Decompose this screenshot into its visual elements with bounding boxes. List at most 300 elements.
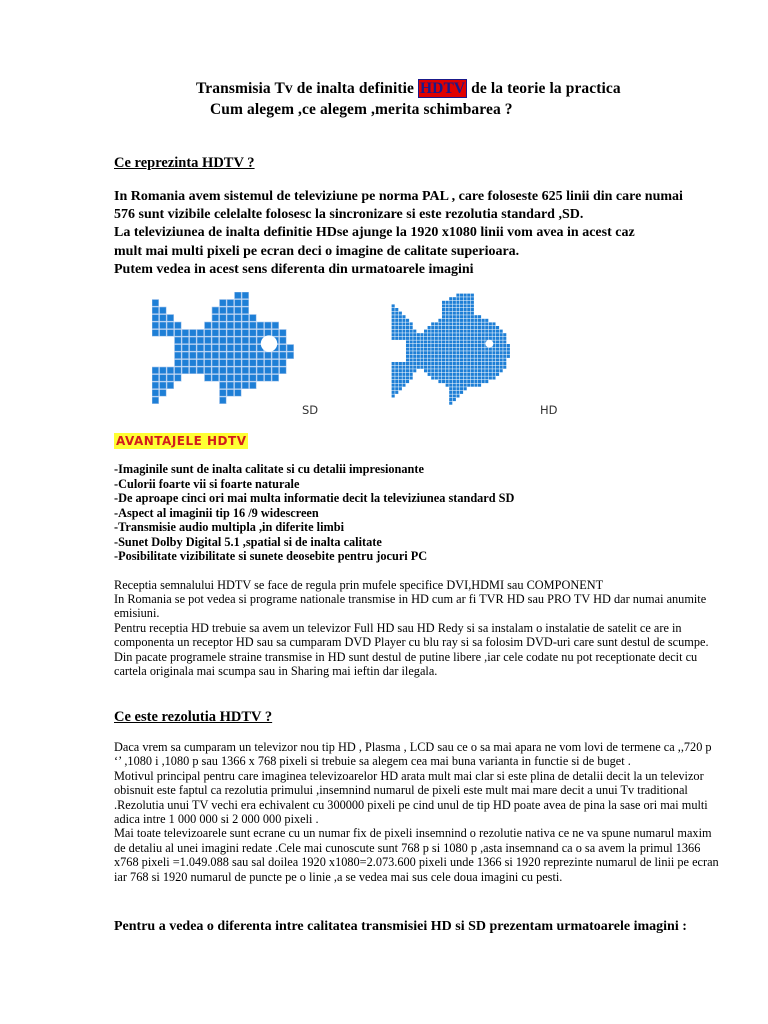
fish-pixel: [449, 351, 452, 354]
title-highlight-hdtv: HDTV: [420, 80, 466, 97]
fish-pixel: [474, 315, 477, 318]
fish-pixel: [212, 345, 219, 352]
fish-pixel: [503, 337, 506, 340]
fish-pixel: [395, 387, 398, 390]
fish-pixel: [474, 348, 477, 351]
fish-pixel: [492, 330, 495, 333]
fish-pixel: [395, 376, 398, 379]
fish-pixel: [489, 355, 492, 358]
fish-pixel: [496, 326, 499, 329]
fish-pixel: [464, 358, 467, 361]
fish-pixel: [446, 308, 449, 311]
fish-pixel: [205, 322, 212, 329]
fish-pixel: [464, 380, 467, 383]
fish-pixel: [453, 362, 456, 365]
fish-pixel: [205, 360, 212, 367]
fish-pixel: [392, 376, 395, 379]
fish-pixel: [478, 348, 481, 351]
fish-pixel: [496, 369, 499, 372]
fish-pixel: [467, 322, 470, 325]
fish-pixel: [474, 366, 477, 369]
fish-pixel: [503, 358, 506, 361]
fish-pixel: [220, 375, 227, 382]
fish-pixel: [442, 373, 445, 376]
fish-pixel: [417, 337, 420, 340]
fish-pixel: [485, 348, 488, 351]
fish-pixel: [417, 340, 420, 343]
fish-pixel: [467, 330, 470, 333]
fish-pixel: [467, 344, 470, 347]
fish-pixel: [424, 348, 427, 351]
fish-pixel: [485, 362, 488, 365]
fish-pixel: [456, 387, 459, 390]
fish-pixel: [449, 387, 452, 390]
fish-pixel: [182, 360, 189, 367]
fish-pixel: [453, 301, 456, 304]
fish-pixel: [485, 369, 488, 372]
fish-pixel: [287, 345, 294, 352]
fish-pixel: [464, 384, 467, 387]
fish-pixel: [205, 330, 212, 337]
fish-pixel: [474, 380, 477, 383]
fish-pixel: [449, 394, 452, 397]
fish-pixel: [464, 297, 467, 300]
fish-pixel: [467, 315, 470, 318]
fish-pixel: [438, 355, 441, 358]
fish-pixel: [167, 322, 174, 329]
fish-pixel: [197, 367, 204, 374]
fish-pixel: [410, 351, 413, 354]
fish-pixel: [471, 301, 474, 304]
fish-pixel: [474, 355, 477, 358]
fish-pixel: [399, 333, 402, 336]
fish-pixel: [460, 337, 463, 340]
fish-pixel: [474, 351, 477, 354]
fish-pixel: [438, 333, 441, 336]
fish-pixel: [402, 330, 405, 333]
fish-pixel: [492, 362, 495, 365]
fish-pixel: [467, 380, 470, 383]
fish-pixel: [431, 373, 434, 376]
fish-pixel: [464, 355, 467, 358]
fish-pixel: [471, 312, 474, 315]
fish-pixel: [280, 352, 287, 359]
fish-pixel: [446, 355, 449, 358]
fish-pixel: [220, 300, 227, 307]
fish-pixel: [489, 373, 492, 376]
fish-pixel: [453, 312, 456, 315]
fish-pixel: [392, 337, 395, 340]
fish-pixel: [456, 333, 459, 336]
fish-pixel: [395, 384, 398, 387]
fish-pixel: [449, 355, 452, 358]
fish-pixel: [460, 326, 463, 329]
fish-eye: [485, 340, 493, 348]
fish-pixel: [431, 355, 434, 358]
fish-pixel: [449, 322, 452, 325]
fish-pixel: [257, 330, 264, 337]
fish-pixel: [460, 355, 463, 358]
fish-pixel: [485, 380, 488, 383]
fish-pixel: [474, 358, 477, 361]
fish-pixel: [410, 369, 413, 372]
fish-pixel: [435, 355, 438, 358]
fish-pixel: [212, 360, 219, 367]
fish-pixel: [438, 358, 441, 361]
fish-pixel: [446, 326, 449, 329]
fish-pixel: [467, 319, 470, 322]
sd-fish-image: [152, 292, 302, 412]
fish-pixel: [395, 308, 398, 311]
fish-pixel: [449, 358, 452, 361]
fish-pixel: [453, 304, 456, 307]
fish-pixel: [500, 330, 503, 333]
fish-pixel: [399, 337, 402, 340]
fish-pixel: [280, 367, 287, 374]
fish-pixel: [438, 351, 441, 354]
fish-pixel: [399, 326, 402, 329]
fish-pixel: [456, 366, 459, 369]
fish-pixel: [242, 307, 249, 314]
fish-pixel: [250, 352, 257, 359]
fish-pixel: [431, 362, 434, 365]
fish-pixel: [449, 362, 452, 365]
fish-pixel: [449, 373, 452, 376]
fish-pixel: [152, 390, 159, 397]
paragraph-line: Receptia semnalului HDTV se face de regula prin mufele specifice DVI,HDMI sau COMPONENT: [114, 578, 604, 592]
fish-pixel: [467, 337, 470, 340]
fish-pixel: [431, 376, 434, 379]
fish-pixel: [392, 322, 395, 325]
fish-pixel: [482, 380, 485, 383]
fish-pixel: [182, 345, 189, 352]
fish-pixel: [474, 330, 477, 333]
fish-pixel: [431, 348, 434, 351]
fish-pixel: [160, 382, 167, 389]
fish-pixel: [507, 344, 510, 347]
fish-pixel: [478, 369, 481, 372]
fish-pixel: [449, 330, 452, 333]
fish-pixel: [227, 337, 234, 344]
fish-pixel: [280, 330, 287, 337]
fish-pixel: [410, 322, 413, 325]
fish-pixel: [442, 301, 445, 304]
fish-pixel: [467, 384, 470, 387]
fish-pixel: [503, 344, 506, 347]
fish-pixel: [392, 330, 395, 333]
fish-pixel: [402, 369, 405, 372]
fish-pixel: [392, 326, 395, 329]
fish-pixel: [152, 375, 159, 382]
fish-pixel: [431, 366, 434, 369]
fish-pixel: [242, 337, 249, 344]
fish-pixel: [431, 337, 434, 340]
fish-pixel: [392, 362, 395, 365]
fish-pixel: [478, 358, 481, 361]
fish-pixel: [478, 340, 481, 343]
fish-pixel: [471, 333, 474, 336]
fish-pixel: [482, 326, 485, 329]
fish-pixel: [227, 322, 234, 329]
fish-pixel: [464, 304, 467, 307]
fish-pixel: [456, 326, 459, 329]
fish-pixel: [438, 322, 441, 325]
fish-pixel: [464, 337, 467, 340]
fish-pixel: [167, 382, 174, 389]
fish-pixel: [197, 352, 204, 359]
fish-pixel: [220, 337, 227, 344]
fish-pixel: [212, 322, 219, 329]
fish-pixel: [449, 319, 452, 322]
fish-pixel: [420, 351, 423, 354]
fish-pixel: [453, 391, 456, 394]
fish-pixel: [485, 333, 488, 336]
fish-pixel: [410, 366, 413, 369]
fish-eye: [261, 335, 278, 352]
fish-pixel: [464, 294, 467, 297]
fish-pixel: [402, 319, 405, 322]
fish-pixel: [453, 394, 456, 397]
fish-pixel: [413, 351, 416, 354]
fish-pixel: [449, 301, 452, 304]
fish-pixel: [175, 322, 182, 329]
fish-pixel: [175, 352, 182, 359]
fish-pixel: [406, 319, 409, 322]
fish-pixel: [496, 333, 499, 336]
fish-pixel: [431, 330, 434, 333]
fish-pixel: [410, 355, 413, 358]
fish-pixel: [503, 348, 506, 351]
fish-pixel: [453, 322, 456, 325]
fish-pixel: [420, 344, 423, 347]
fish-pixel: [420, 333, 423, 336]
fish-pixel: [446, 322, 449, 325]
fish-pixel: [417, 344, 420, 347]
fish-pixel: [467, 376, 470, 379]
fish-pixel: [395, 391, 398, 394]
fish-pixel: [175, 345, 182, 352]
fish-pixel: [446, 384, 449, 387]
fish-pixel: [449, 304, 452, 307]
title-text-a: Transmisia Tv de inalta definitie: [196, 80, 418, 97]
fish-pixel: [152, 382, 159, 389]
fish-pixel: [456, 384, 459, 387]
advantage-item: -Aspect al imaginii tip 16 /9 widescreen: [114, 506, 319, 520]
fish-pixel: [205, 337, 212, 344]
fish-pixel: [413, 362, 416, 365]
fish-pixel: [500, 333, 503, 336]
fish-pixel: [413, 358, 416, 361]
closing-statement: Pentru a vedea o diferenta intre calitatea transmisiei HD si SD prezentam urmatoarele imagini :: [114, 919, 687, 934]
fish-pixel: [205, 367, 212, 374]
fish-pixel: [471, 376, 474, 379]
fish-pixel: [446, 351, 449, 354]
fish-pixel: [442, 333, 445, 336]
fish-pixel: [474, 340, 477, 343]
fish-pixel: [478, 366, 481, 369]
fish-pixel: [413, 344, 416, 347]
fish-pixel: [220, 322, 227, 329]
fish-pixel: [152, 330, 159, 337]
fish-pixel: [456, 344, 459, 347]
fish-pixel: [438, 348, 441, 351]
fish-pixel: [453, 380, 456, 383]
fish-pixel: [399, 387, 402, 390]
fish-pixel: [474, 322, 477, 325]
fish-pixel: [478, 333, 481, 336]
fish-pixel: [410, 333, 413, 336]
fish-pixel: [392, 308, 395, 311]
fish-pixel: [485, 322, 488, 325]
fish-pixel: [464, 315, 467, 318]
fish-pixel: [471, 337, 474, 340]
fish-pixel: [413, 366, 416, 369]
fish-pixel: [460, 308, 463, 311]
fish-pixel: [492, 366, 495, 369]
fish-pixel: [428, 348, 431, 351]
paragraph-line: In Romania se pot vedea si programe nationale transmise in HD cum ar fi TVR HD sau PRO TV HD dar numai anumite: [114, 592, 707, 606]
fish-pixel: [456, 355, 459, 358]
fish-pixel: [453, 344, 456, 347]
fish-pixel: [438, 376, 441, 379]
fish-pixel: [456, 308, 459, 311]
fish-pixel: [212, 337, 219, 344]
fish-pixel: [478, 355, 481, 358]
fish-pixel: [242, 367, 249, 374]
fish-pixel: [395, 366, 398, 369]
fish-pixel: [257, 375, 264, 382]
fish-pixel: [456, 373, 459, 376]
fish-pixel: [410, 376, 413, 379]
fish-pixel: [456, 330, 459, 333]
fish-pixel: [406, 362, 409, 365]
fish-pixel: [250, 330, 257, 337]
fish-pixel: [446, 340, 449, 343]
fish-pixel: [453, 297, 456, 300]
advantage-item: -Culorii foarte vii si foarte naturale: [114, 477, 300, 491]
fish-pixel: [424, 366, 427, 369]
fish-pixel: [280, 360, 287, 367]
fish-pixel: [500, 358, 503, 361]
fish-pixel: [456, 340, 459, 343]
fish-pixel: [235, 337, 242, 344]
fish-pixel: [160, 322, 167, 329]
fish-pixel: [474, 344, 477, 347]
fish-pixel: [492, 358, 495, 361]
fish-pixel: [460, 384, 463, 387]
section2-line: Motivul principal pentru care imaginea televizoarelor HD arata mult mai clar si este plina de detalii decit la un televizor: [114, 769, 704, 783]
fish-pixel: [482, 337, 485, 340]
fish-pixel: [482, 319, 485, 322]
fish-pixel: [456, 304, 459, 307]
fish-pixel: [482, 369, 485, 372]
fish-pixel: [406, 376, 409, 379]
fish-pixel: [190, 367, 197, 374]
fish-pixel: [160, 307, 167, 314]
fish-pixel: [478, 351, 481, 354]
fish-pixel: [460, 373, 463, 376]
fish-pixel: [227, 315, 234, 322]
fish-pixel: [456, 297, 459, 300]
fish-pixel: [392, 369, 395, 372]
fish-pixel: [242, 322, 249, 329]
fish-pixel: [435, 340, 438, 343]
fish-pixel: [417, 348, 420, 351]
fish-pixel: [160, 367, 167, 374]
fish-pixel: [482, 344, 485, 347]
fish-pixel: [460, 319, 463, 322]
advantage-item: -Transmisie audio multipla ,in diferite limbi: [114, 520, 345, 534]
fish-pixel: [272, 367, 279, 374]
fish-pixel: [227, 375, 234, 382]
fish-pixel: [435, 326, 438, 329]
fish-pixel: [413, 355, 416, 358]
fish-pixel: [190, 330, 197, 337]
fish-pixel: [438, 380, 441, 383]
fish-pixel: [449, 348, 452, 351]
fish-pixel: [395, 337, 398, 340]
fish-pixel: [464, 373, 467, 376]
fish-pixel: [464, 366, 467, 369]
fish-pixel: [392, 366, 395, 369]
fish-pixel: [489, 376, 492, 379]
fish-pixel: [160, 330, 167, 337]
fish-pixel: [456, 312, 459, 315]
fish-pixel: [496, 366, 499, 369]
fish-pixel: [467, 312, 470, 315]
fish-pixel: [417, 333, 420, 336]
fish-pixel: [449, 315, 452, 318]
fish-pixel: [424, 362, 427, 365]
fish-pixel: [492, 348, 495, 351]
fish-pixel: [471, 355, 474, 358]
advantage-item: -Posibilitate vizibilitate si sunete deosebite pentru jocuri PC: [114, 549, 428, 563]
fish-pixel: [464, 308, 467, 311]
fish-pixel: [449, 340, 452, 343]
fish-pixel: [446, 333, 449, 336]
fish-pixel: [471, 322, 474, 325]
fish-pixel: [167, 330, 174, 337]
fish-pixel: [152, 300, 159, 307]
fish-pixel: [449, 376, 452, 379]
fish-pixel: [220, 367, 227, 374]
fish-pixel: [428, 337, 431, 340]
fish-pixel: [453, 355, 456, 358]
fish-pixel: [446, 304, 449, 307]
fish-pixel: [438, 330, 441, 333]
fish-pixel: [395, 312, 398, 315]
fish-pixel: [395, 333, 398, 336]
fish-pixel: [250, 382, 257, 389]
fish-pixel: [489, 351, 492, 354]
fish-pixel: [190, 360, 197, 367]
fish-pixel: [235, 375, 242, 382]
fish-pixel: [272, 375, 279, 382]
fish-pixel: [478, 322, 481, 325]
fish-pixel: [485, 319, 488, 322]
fish-pixel: [399, 330, 402, 333]
fish-pixel: [402, 337, 405, 340]
fish-pixel: [428, 355, 431, 358]
fish-pixel: [235, 307, 242, 314]
fish-pixel: [464, 369, 467, 372]
fish-pixel: [442, 319, 445, 322]
fish-pixel: [453, 340, 456, 343]
fish-pixel: [220, 360, 227, 367]
fish-pixel: [460, 376, 463, 379]
fish-pixel: [467, 304, 470, 307]
fish-pixel: [402, 326, 405, 329]
